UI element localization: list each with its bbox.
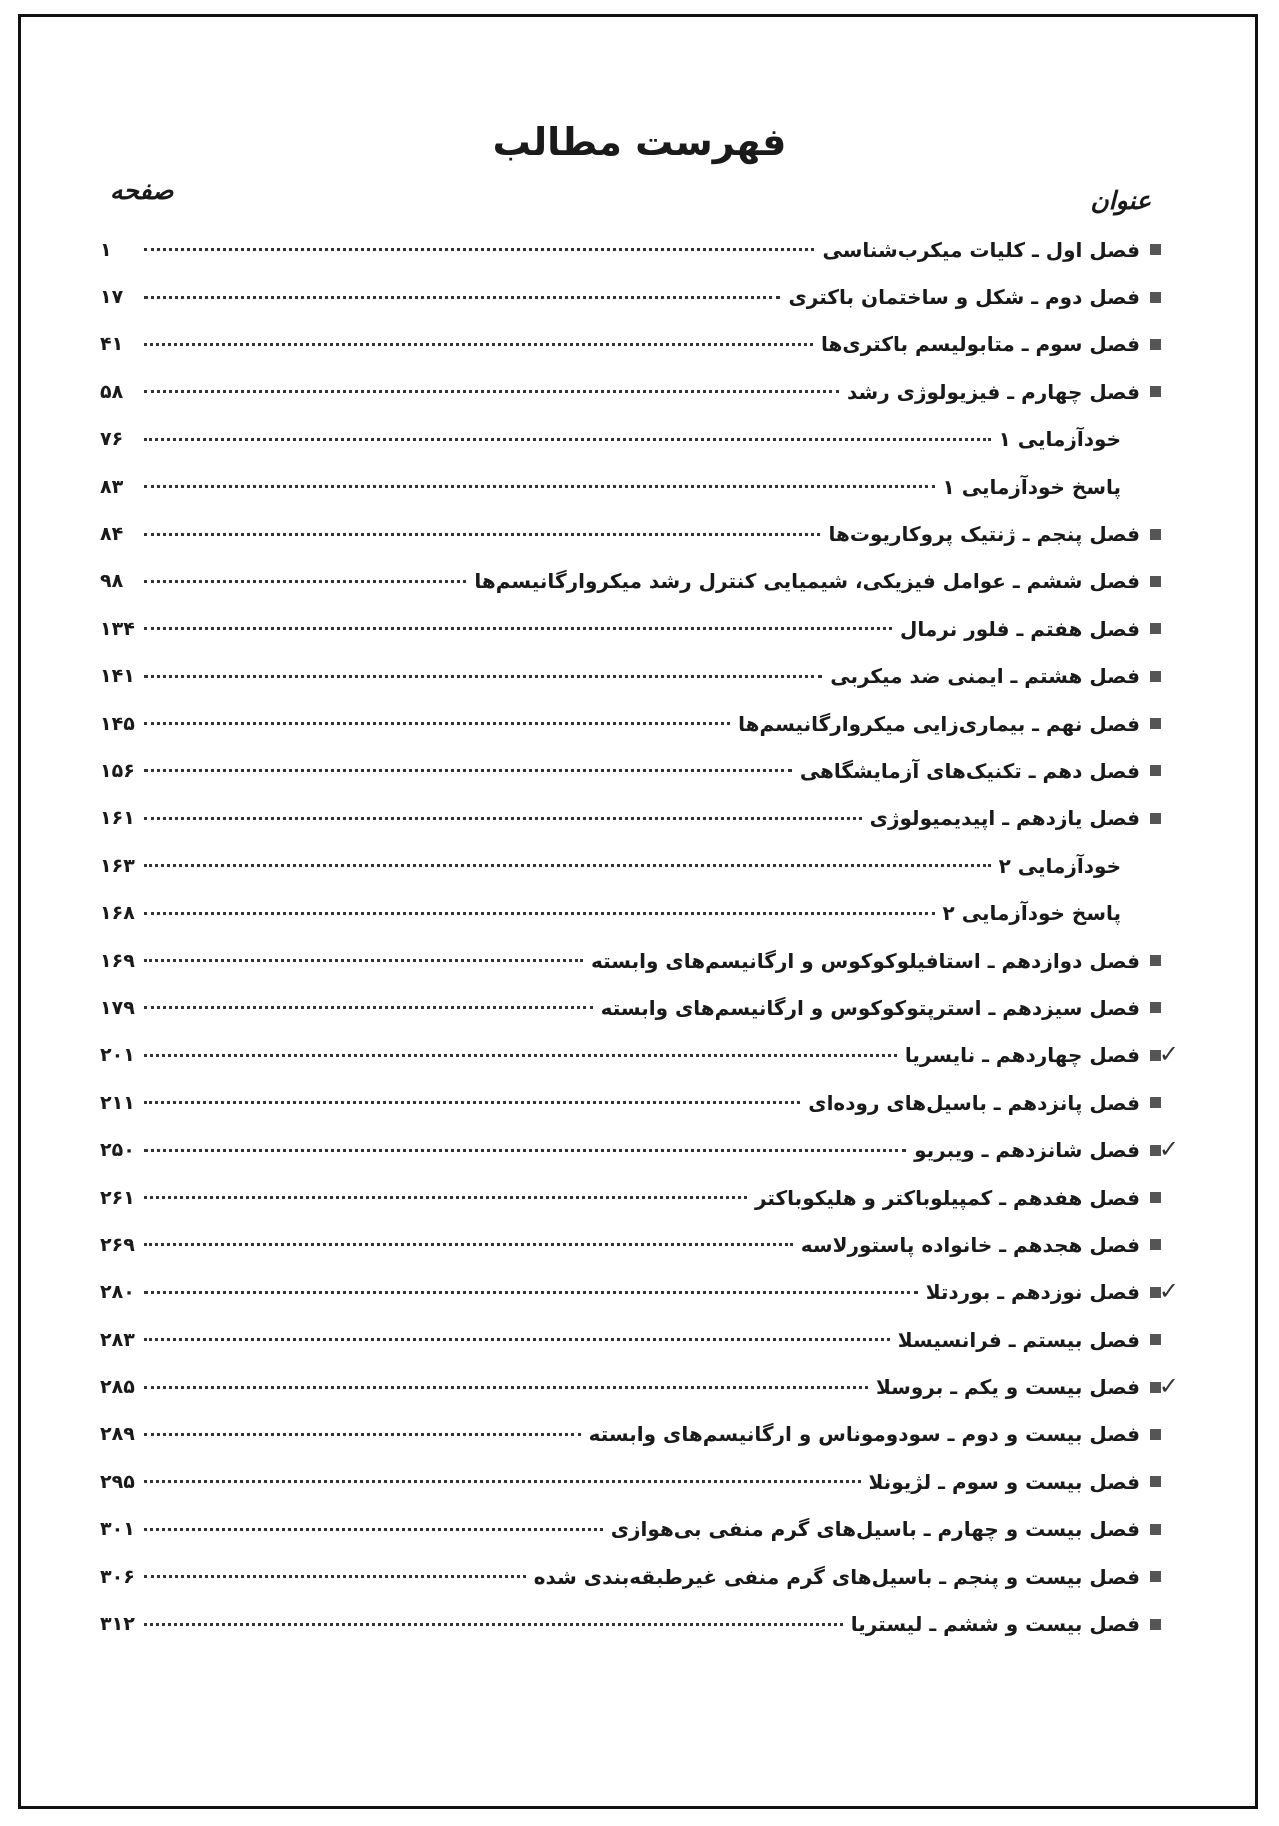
toc-entry[interactable]	[100, 463, 1161, 510]
toc-entry-label: فصل دوم ـ شکل و ساختمان باکتری	[788, 285, 1140, 310]
toc-entry[interactable]	[100, 984, 1161, 1031]
square-bullet-icon	[1150, 955, 1161, 966]
dot-leader	[144, 1149, 906, 1152]
dot-leader	[144, 817, 862, 820]
toc-entry[interactable]	[100, 416, 1161, 463]
dot-leader	[144, 1433, 581, 1436]
dot-leader	[144, 533, 820, 536]
toc-entry-label: فصل ششم ـ عوامل فیزیکی، شیمیایی کنترل رشد میکروارگانیسم‌ها	[474, 569, 1140, 594]
square-bullet-icon	[1150, 623, 1161, 634]
toc-entry-page-number: ۱۴۱	[100, 665, 135, 688]
toc-entry-label: فصل هفدهم ـ کمپیلوباکتر و هلیکوباکتر	[754, 1185, 1140, 1210]
toc-entry[interactable]	[100, 1553, 1161, 1600]
table-of-contents	[100, 226, 1161, 1648]
toc-entry[interactable]	[100, 1363, 1161, 1410]
toc-entry-page-number: ۱۶۱	[100, 807, 135, 830]
square-bullet-icon	[1150, 1619, 1161, 1630]
square-bullet-icon	[1150, 813, 1161, 824]
dot-leader	[144, 1480, 861, 1483]
toc-entry-page-number: ۱۶۹	[100, 949, 135, 972]
toc-entry-label: فصل بیست و سوم ـ لژیونلا	[868, 1469, 1140, 1494]
toc-entry-page-number: ۲۸۹	[100, 1423, 135, 1446]
toc-entry-page-number: ۳۰۱	[100, 1518, 135, 1541]
square-bullet-icon	[1150, 671, 1161, 682]
toc-entry-label: پاسخ خودآزمایی ۲	[942, 901, 1121, 926]
toc-entry-page-number: ۱۶۸	[100, 902, 135, 925]
toc-entry[interactable]	[100, 1221, 1161, 1268]
toc-entry-label: فصل دهم ـ تکنیک‌های آزمایشگاهی	[799, 758, 1140, 783]
toc-entry-page-number: ۳۱۲	[100, 1613, 135, 1636]
title-column-header: عنوان	[1090, 186, 1151, 215]
toc-entry[interactable]	[100, 747, 1161, 794]
toc-entry-label: پاسخ خودآزمایی ۱	[942, 474, 1121, 499]
toc-entry[interactable]	[100, 226, 1161, 273]
page-column-header: صفحه	[110, 176, 174, 205]
toc-entry-label: فصل شانزدهم ـ ویبریو	[914, 1138, 1140, 1163]
toc-entry-label: خودآزمایی ۲	[998, 853, 1121, 878]
square-bullet-icon	[1150, 765, 1161, 776]
dot-leader	[144, 1101, 800, 1104]
toc-entry-label: فصل اول ـ کلیات میکرب‌شناسی	[822, 237, 1140, 262]
toc-entry[interactable]	[100, 937, 1161, 984]
dot-leader	[144, 296, 780, 299]
toc-entry[interactable]	[100, 842, 1161, 889]
dot-leader	[144, 1054, 897, 1057]
toc-entry-label: فصل بیست و چهارم ـ باسیل‌های گرم منفی بی‌هوازی	[610, 1517, 1140, 1542]
square-bullet-icon	[1150, 1239, 1161, 1250]
toc-entry-label: فصل نوزدهم ـ بوردتلا	[925, 1280, 1140, 1305]
dot-leader	[144, 343, 813, 346]
square-bullet-icon	[1150, 1476, 1161, 1487]
square-bullet-icon	[1150, 244, 1161, 255]
dot-leader	[144, 438, 991, 441]
dot-leader	[144, 1575, 526, 1578]
toc-entry-page-number: ۵۸	[100, 380, 124, 403]
dot-leader	[144, 1243, 793, 1246]
dot-leader	[144, 1623, 843, 1626]
dot-leader	[144, 722, 730, 725]
toc-entry[interactable]	[100, 1032, 1161, 1079]
toc-entry[interactable]	[100, 1174, 1161, 1221]
square-bullet-icon	[1150, 339, 1161, 350]
toc-entry[interactable]	[100, 1079, 1161, 1126]
toc-entry[interactable]	[100, 700, 1161, 747]
toc-entry-page-number: ۱	[100, 238, 112, 261]
dot-leader	[144, 248, 814, 251]
toc-entry[interactable]	[100, 605, 1161, 652]
toc-entry[interactable]	[100, 321, 1161, 368]
square-bullet-icon	[1150, 1334, 1161, 1345]
toc-entry-page-number: ۴۱	[100, 333, 124, 356]
toc-entry-label: فصل پنجم ـ ژنتیک پروکاریوت‌ها	[828, 522, 1140, 547]
square-bullet-icon	[1150, 718, 1161, 729]
dot-leader	[144, 1338, 890, 1341]
square-bullet-icon	[1150, 1524, 1161, 1535]
toc-entry-label: فصل نهم ـ بیماری‌زایی میکروارگانیسم‌ها	[738, 711, 1140, 736]
square-bullet-icon	[1150, 1097, 1161, 1108]
toc-entry-page-number: ۲۹۵	[100, 1470, 135, 1493]
toc-entry-label: خودآزمایی ۱	[998, 427, 1121, 452]
toc-entry[interactable]	[100, 1411, 1161, 1458]
dot-leader	[144, 580, 466, 583]
dot-leader	[144, 1196, 747, 1199]
toc-entry-page-number: ۸۳	[100, 475, 124, 498]
dot-leader	[144, 675, 822, 678]
square-bullet-icon	[1150, 1192, 1161, 1203]
toc-entry-page-number: ۲۱۱	[100, 1091, 135, 1114]
square-bullet-icon	[1150, 1429, 1161, 1440]
dot-leader	[144, 769, 792, 772]
toc-entry-page-number: ۱۷	[100, 286, 124, 309]
toc-entry-label: فصل هفتم ـ فلور نرمال	[900, 616, 1140, 641]
toc-entry-label: فصل بیست و ششم ـ لیستریا	[850, 1612, 1140, 1637]
square-bullet-icon	[1150, 1571, 1161, 1582]
dot-leader	[144, 1386, 868, 1389]
toc-entry-label: فصل بیست و یکم ـ بروسلا	[876, 1375, 1140, 1400]
square-bullet-icon	[1150, 292, 1161, 303]
toc-entry-page-number: ۹۸	[100, 570, 124, 593]
toc-entry-label: فصل سیزدهم ـ استرپتوکوکوس و ارگانیسم‌های وابسته	[600, 995, 1140, 1020]
toc-entry-page-number: ۱۵۶	[100, 759, 135, 782]
toc-entry-page-number: ۱۶۳	[100, 854, 135, 877]
toc-entry-page-number: ۱۳۴	[100, 617, 135, 640]
toc-entry[interactable]	[100, 653, 1161, 700]
square-bullet-icon	[1150, 386, 1161, 397]
toc-entry-page-number: ۲۶۱	[100, 1186, 135, 1209]
dot-leader	[144, 1006, 593, 1009]
toc-entry-label: فصل چهارم ـ فیزیولوژی رشد	[846, 379, 1140, 404]
toc-entry-page-number: ۲۵۰	[100, 1139, 135, 1162]
toc-entry[interactable]	[100, 1269, 1161, 1316]
dot-leader	[144, 1291, 918, 1294]
toc-entry[interactable]	[100, 510, 1161, 557]
toc-entry[interactable]	[100, 1316, 1161, 1363]
toc-entry[interactable]	[100, 1458, 1161, 1505]
toc-entry[interactable]	[100, 368, 1161, 415]
toc-entry-page-number: ۲۸۵	[100, 1376, 135, 1399]
toc-entry-page-number: ۳۰۶	[100, 1565, 135, 1588]
toc-entry-label: فصل دوازدهم ـ استافیلوکوکوس و ارگانیسم‌های وابسته	[590, 948, 1140, 973]
toc-entry-page-number: ۲۰۱	[100, 1044, 135, 1067]
toc-entry-page-number: ۲۸۳	[100, 1328, 135, 1351]
dot-leader	[144, 627, 892, 630]
square-bullet-icon	[1150, 529, 1161, 540]
square-bullet-icon	[1150, 576, 1161, 587]
toc-entry-label: فصل هشتم ـ ایمنی ضد میکربی	[830, 664, 1140, 689]
toc-entry[interactable]	[100, 1600, 1161, 1647]
toc-entry[interactable]	[100, 1506, 1161, 1553]
toc-entry-page-number: ۷۶	[100, 428, 124, 451]
toc-entry-label: فصل بیست و دوم ـ سودوموناس و ارگانیسم‌های وابسته	[588, 1422, 1140, 1447]
toc-entry-page-number: ۸۴	[100, 523, 124, 546]
toc-entry[interactable]	[100, 889, 1161, 936]
checkmark-icon: ✓	[1158, 1276, 1179, 1305]
toc-entry[interactable]	[100, 558, 1161, 605]
dot-leader	[144, 912, 935, 915]
toc-entry-label: فصل هجدهم ـ خانواده پاستورلاسه	[800, 1232, 1140, 1257]
toc-entry-label: فصل پانزدهم ـ باسیل‌های روده‌ای	[808, 1090, 1140, 1115]
dot-leader	[144, 959, 583, 962]
toc-entry-page-number: ۱۴۵	[100, 712, 135, 735]
toc-entry[interactable]	[100, 795, 1161, 842]
checkmark-icon: ✓	[1158, 1371, 1179, 1400]
page-title: فهرست مطالب	[492, 120, 787, 164]
dot-leader	[144, 864, 991, 867]
dot-leader	[144, 485, 935, 488]
toc-entry-page-number: ۲۸۰	[100, 1281, 135, 1304]
toc-entry-label: فصل یازدهم ـ اپیدیمیولوژی	[869, 806, 1140, 831]
toc-entry-label: فصل بیست و پنجم ـ باسیل‌های گرم منفی غیرطبقه‌بندی شده	[533, 1564, 1140, 1589]
toc-entry[interactable]	[100, 273, 1161, 320]
dot-leader	[144, 1528, 603, 1531]
toc-entry-page-number: ۱۷۹	[100, 996, 135, 1019]
toc-entry[interactable]	[100, 1126, 1161, 1173]
dot-leader	[144, 390, 839, 393]
toc-entry-label: فصل بیستم ـ فرانسیسلا	[897, 1327, 1140, 1352]
checkmark-icon: ✓	[1158, 1039, 1179, 1068]
toc-entry-label: فصل چهاردهم ـ نایسریا	[904, 1043, 1140, 1068]
checkmark-icon: ✓	[1158, 1134, 1179, 1163]
square-bullet-icon	[1150, 1002, 1161, 1013]
toc-entry-page-number: ۲۶۹	[100, 1233, 135, 1256]
toc-entry-label: فصل سوم ـ متابولیسم باکتری‌ها	[821, 332, 1140, 357]
